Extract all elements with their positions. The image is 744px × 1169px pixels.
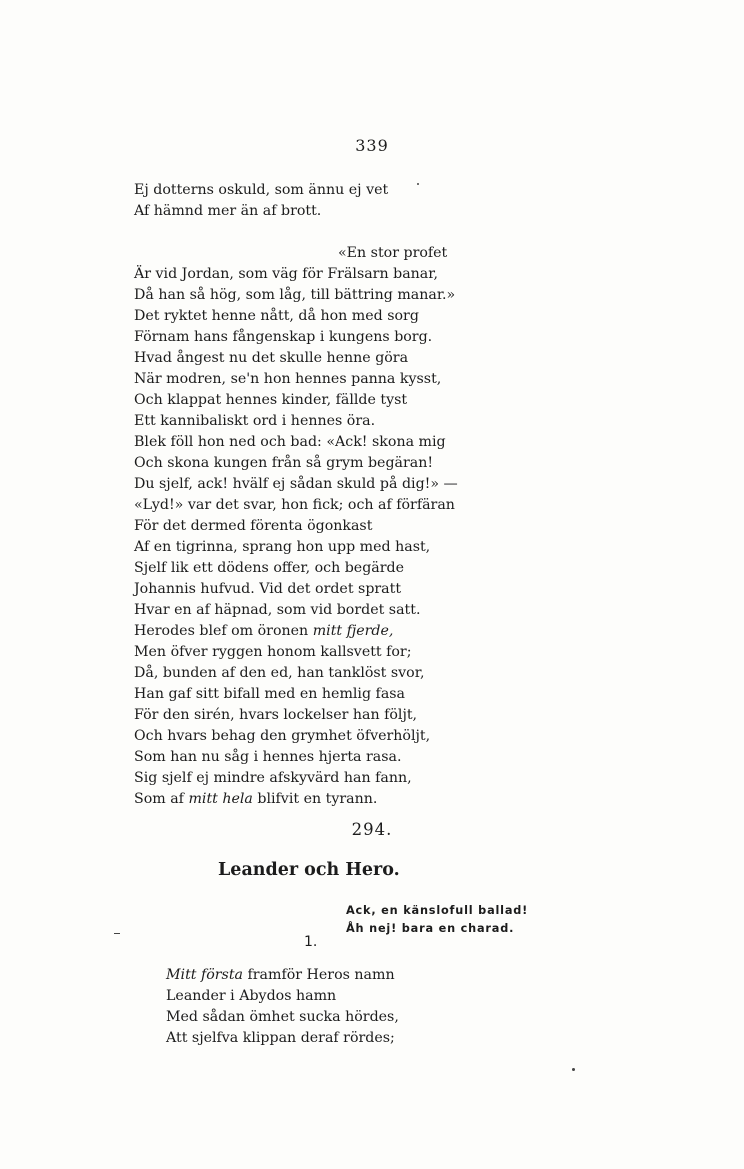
- poem-line: Af hämnd mer än af brott.: [134, 203, 322, 219]
- poem-line: Ett kannibaliskt ord i hennes öra.: [134, 413, 376, 429]
- section-number: 1.: [304, 934, 318, 950]
- poem-line: Då han så hög, som låg, till bättring manar.»: [134, 287, 456, 303]
- poem-line-text: Som af: [134, 791, 189, 807]
- poem-line: Och klappat hennes kinder, fällde tyst: [134, 392, 408, 408]
- scan-speck: [572, 1068, 575, 1071]
- epigraph-line: Åh nej! bara en charad.: [346, 922, 515, 935]
- poem-line: Förnam hans fångenskap i kungens borg.: [134, 329, 433, 345]
- poem-line: Du sjelf, ack! hvälf ej sådan skuld på dig!» —: [134, 476, 458, 492]
- italic-phrase: mitt fjerde,: [312, 623, 394, 639]
- poem-line-text: framför Heros namn: [243, 967, 395, 983]
- poem-line-text: Herodes blef om öronen: [134, 623, 313, 639]
- poem-line: [166, 965, 395, 986]
- poem-line-text: blifvit en tyrann.: [252, 791, 378, 807]
- poem-line: Med sådan ömhet sucka hördes,: [166, 1009, 399, 1025]
- poem-line: Leander i Abydos hamn: [166, 988, 337, 1004]
- scan-speck: [417, 183, 419, 185]
- poem-line: Ej dotterns oskuld, som ännu ej vet: [134, 182, 389, 198]
- poem-line: Hvad ångest nu det skulle henne göra: [134, 350, 409, 366]
- poem-line: Att sjelfva klippan deraf rördes;: [166, 1030, 395, 1046]
- poem-line: Och hvars behag den grymhet öfverhöljt,: [134, 728, 431, 744]
- poem-line: Men öfver ryggen honom kallsvett for;: [134, 644, 412, 660]
- poem-line: Är vid Jordan, som väg för Frälsarn banar,: [134, 266, 438, 282]
- poem-title: Leander och Hero.: [218, 860, 400, 880]
- italic-phrase: mitt hela: [188, 791, 253, 807]
- poem-line: Och skona kungen från så grym begäran!: [134, 455, 434, 471]
- poem-line: «Lyd!» var det svar, hon fick; och af förfäran: [134, 497, 455, 513]
- poem-number: 294.: [351, 820, 393, 839]
- poem-line: «En stor profet: [338, 245, 448, 261]
- scan-speck: [114, 933, 120, 934]
- poem-line: Som han nu såg i hennes hjerta rasa.: [134, 749, 402, 765]
- poem-line: [134, 789, 377, 810]
- poem-line: För den sirén, hvars lockelser han följt,: [134, 707, 418, 723]
- poem-line: Det ryktet henne nått, då hon med sorg: [134, 308, 419, 324]
- poem-line: Johannis hufvud. Vid det ordet spratt: [134, 581, 402, 597]
- poem-line: Sig sjelf ej mindre afskyvärd han fann,: [134, 770, 412, 786]
- italic-phrase: Mitt första: [166, 967, 243, 983]
- poem-line: Blek föll hon ned och bad: «Ack! skona mig: [134, 434, 446, 450]
- page-number: 339: [355, 136, 389, 155]
- poem-line: När modren, se'n hon hennes panna kysst,: [134, 371, 442, 387]
- poem-line: Han gaf sitt bifall med en hemlig fasa: [134, 686, 406, 702]
- poem-line: Af en tigrinna, sprang hon upp med hast,: [134, 539, 431, 555]
- poem-line: För det dermed förenta ögonkast: [134, 518, 373, 534]
- poem-line: Sjelf lik ett dödens offer, och begärde: [134, 560, 405, 576]
- poem-line: [134, 621, 393, 642]
- poem-line: Då, bunden af den ed, han tanklöst svor,: [134, 665, 425, 681]
- poem-line: Hvar en af häpnad, som vid bordet satt.: [134, 602, 421, 618]
- epigraph-line: Ack, en känslofull ballad!: [346, 904, 529, 917]
